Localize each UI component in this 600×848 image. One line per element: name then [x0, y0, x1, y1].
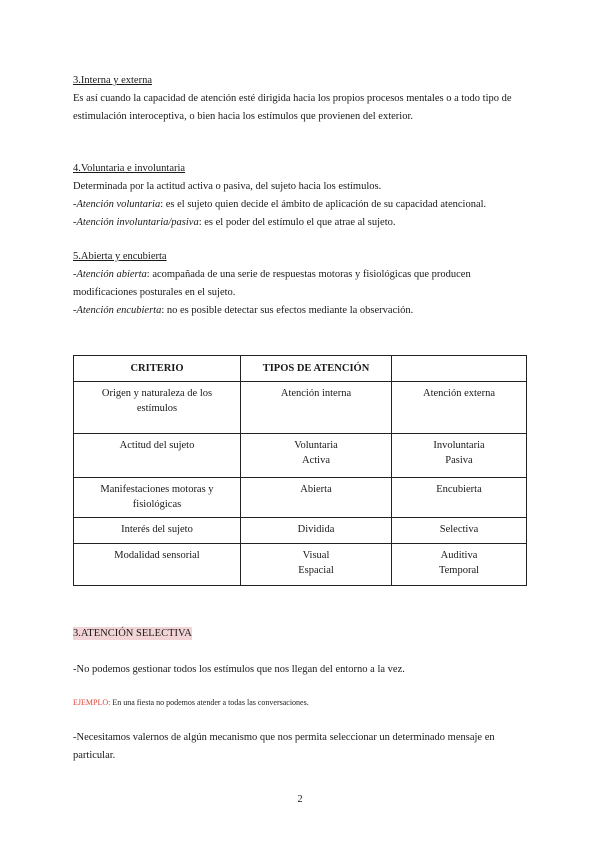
- term: Atención voluntaria: [76, 199, 161, 210]
- table-cell: Actitud del sujeto: [74, 434, 241, 478]
- table-cell: Dividida: [241, 518, 392, 544]
- list-item: -Atención abierta: acompañada de una serie de respuestas motoras y fisiológicas que producen modificaciones posturales en el sujeto.: [73, 269, 471, 298]
- table-cell: Manifestaciones motoras y fisiológicas: [74, 478, 241, 518]
- definition: : es el sujeto quien decide el ámbito de aplicación de su capacidad atencional.: [160, 199, 487, 210]
- table-row: [74, 544, 527, 586]
- list-item: -Atención encubierta: no es posible detectar sus efectos mediante la observación.: [73, 305, 414, 316]
- term: Atención encubierta: [76, 305, 162, 316]
- section-interna-externa: [73, 72, 533, 126]
- list-item: -Atención voluntaria: es el sujeto quien decide el ámbito de aplicación de su capacidad atencional.: [73, 199, 487, 210]
- paragraph-text: Necesitamos valernos de algún mecanismo que nos permita seleccionar un determinado mensaje en particular.: [73, 732, 495, 761]
- header-cell: CRITERIO: [74, 356, 241, 382]
- table-cell: Atención externa: [392, 382, 527, 434]
- table-cell: Visual Espacial: [241, 544, 392, 586]
- section-heading: 3.ATENCIÓN SELECTIVA: [73, 628, 192, 639]
- section-body: Es así cuando la capacidad de atención esté dirigida hacia los propios procesos mentales o a todo tipo de estimulación interoceptiva, o bien hacia los estímulos que provienen del exterior.: [73, 93, 512, 122]
- section-abierta-encubierta: [73, 248, 533, 320]
- table-cell: Selectiva: [392, 518, 527, 544]
- table-row: [74, 478, 527, 518]
- example: [73, 694, 533, 712]
- table-row: [74, 382, 527, 434]
- paragraph: -Necesitamos valernos de algún mecanismo que nos permita seleccionar un determinado mensaje en particular.: [73, 732, 495, 761]
- example-label: EJEMPLO:: [73, 698, 111, 707]
- list-item: -Atención involuntaria/pasiva: es el poder del estímulo el que atrae al sujeto.: [73, 217, 396, 228]
- table-cell: Interés del sujeto: [74, 518, 241, 544]
- table-cell: Atención interna: [241, 382, 392, 434]
- selective-attention-heading: [73, 625, 533, 643]
- table-cell: Origen y naturaleza de los estímulos: [74, 382, 241, 434]
- section-body: Determinada por la actitud activa o pasiva, del sujeto hacia los estímulos.: [73, 181, 382, 192]
- header-cell: TIPOS DE ATENCIÓN: [241, 356, 392, 382]
- table-row: [74, 434, 527, 478]
- table-header-row: [74, 356, 527, 382]
- table-cell: Modalidad sensorial: [74, 544, 241, 586]
- table-cell: Abierta: [241, 478, 392, 518]
- example-text: En una fiesta no podemos atender a todas las conversaciones.: [110, 698, 309, 707]
- table-cell: Voluntaria Activa: [241, 434, 392, 478]
- paragraph-text: No podemos gestionar todos los estímulos que nos llegan del entorno a la vez.: [76, 664, 405, 675]
- term: Atención involuntaria/pasiva: [76, 217, 199, 228]
- definition: : acompañada de una serie de respuestas motoras y fisiológicas que producen modificaciones posturales en el sujeto.: [73, 269, 471, 298]
- section-title: 3.Interna y externa: [73, 75, 153, 86]
- section-title: 5.Abierta y encubierta: [73, 251, 167, 262]
- table-cell: Auditiva Temporal: [392, 544, 527, 586]
- table-cell: Encubierta: [392, 478, 527, 518]
- paragraph: -No podemos gestionar todos los estímulos que nos llegan del entorno a la vez.: [73, 664, 405, 675]
- term: Atención abierta: [76, 269, 147, 280]
- attention-types-table: [73, 355, 527, 586]
- section-voluntaria-involuntaria: [73, 160, 533, 232]
- table-cell: Involuntaria Pasiva: [392, 434, 527, 478]
- page-number: 2: [297, 794, 303, 805]
- definition: : no es posible detectar sus efectos mediante la observación.: [161, 305, 414, 316]
- table-row: [74, 518, 527, 544]
- header-cell: [392, 356, 527, 382]
- section-title: 4.Voluntaria e involuntaria: [73, 163, 186, 174]
- definition: : es el poder del estímulo el que atrae al sujeto.: [198, 217, 396, 228]
